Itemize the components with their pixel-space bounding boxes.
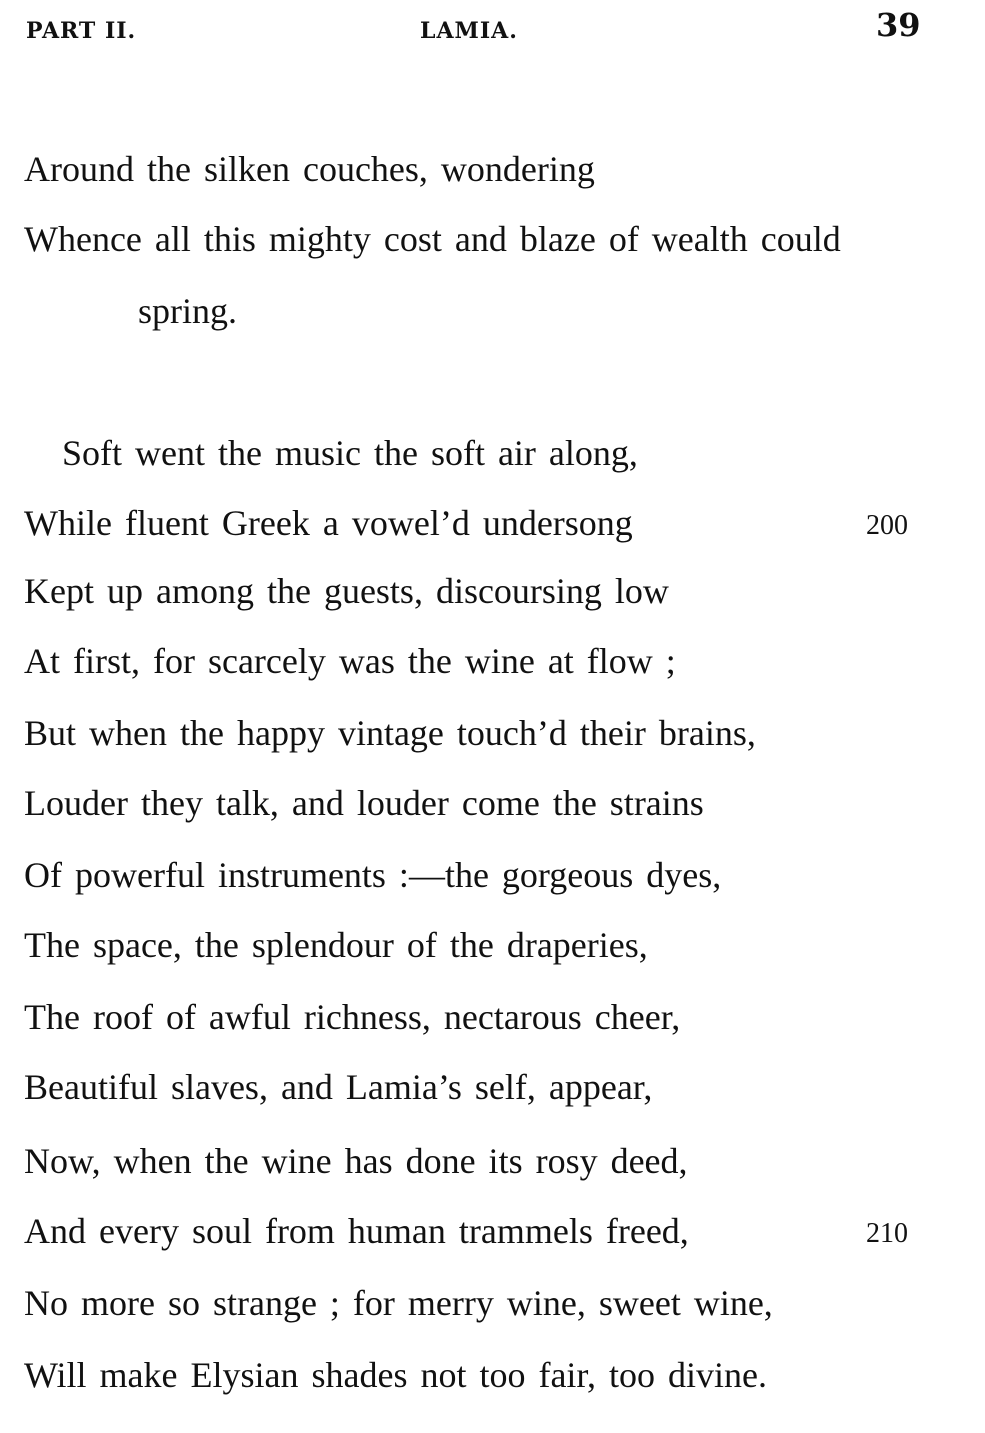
verse-line: Will make Elysian shades not too fair, too divine. <box>24 1355 767 1395</box>
verse-line: The space, the splendour of the draperies, <box>24 925 648 965</box>
line-number: 200 <box>866 510 908 541</box>
verse-line: Now, when the wine has done its rosy deed, <box>24 1141 688 1181</box>
verse-line: And every soul from human trammels freed, <box>24 1211 689 1251</box>
verse-line-continuation: spring. <box>138 291 237 331</box>
verse-line: Around the silken couches, wondering <box>24 149 595 189</box>
verse-line: Whence all this mighty cost and blaze of wealth could <box>24 219 841 259</box>
verse-line: At first, for scarcely was the wine at flow ; <box>24 641 676 681</box>
verse-line: Of powerful instruments :—the gorgeous dyes, <box>24 855 722 895</box>
part-label: PART II. <box>26 18 137 44</box>
running-header <box>0 0 985 60</box>
verse-line: While fluent Greek a vowel’d undersong <box>24 503 633 543</box>
running-title: LAMIA. <box>420 18 518 44</box>
verse-line: No more so strange ; for merry wine, sweet wine, <box>24 1283 773 1323</box>
verse-line: But when the happy vintage touch’d their brains, <box>24 713 756 753</box>
verse-line: Louder they talk, and louder come the strains <box>24 783 704 823</box>
verse-line: Soft went the music the soft air along, <box>62 433 638 473</box>
verse-line: Beautiful slaves, and Lamia’s self, appear, <box>24 1067 653 1107</box>
page-number: 39 <box>876 6 921 44</box>
line-number: 210 <box>866 1218 908 1249</box>
verse-line: The roof of awful richness, nectarous cheer, <box>24 997 681 1037</box>
verse-line: Kept up among the guests, discoursing low <box>24 571 669 611</box>
